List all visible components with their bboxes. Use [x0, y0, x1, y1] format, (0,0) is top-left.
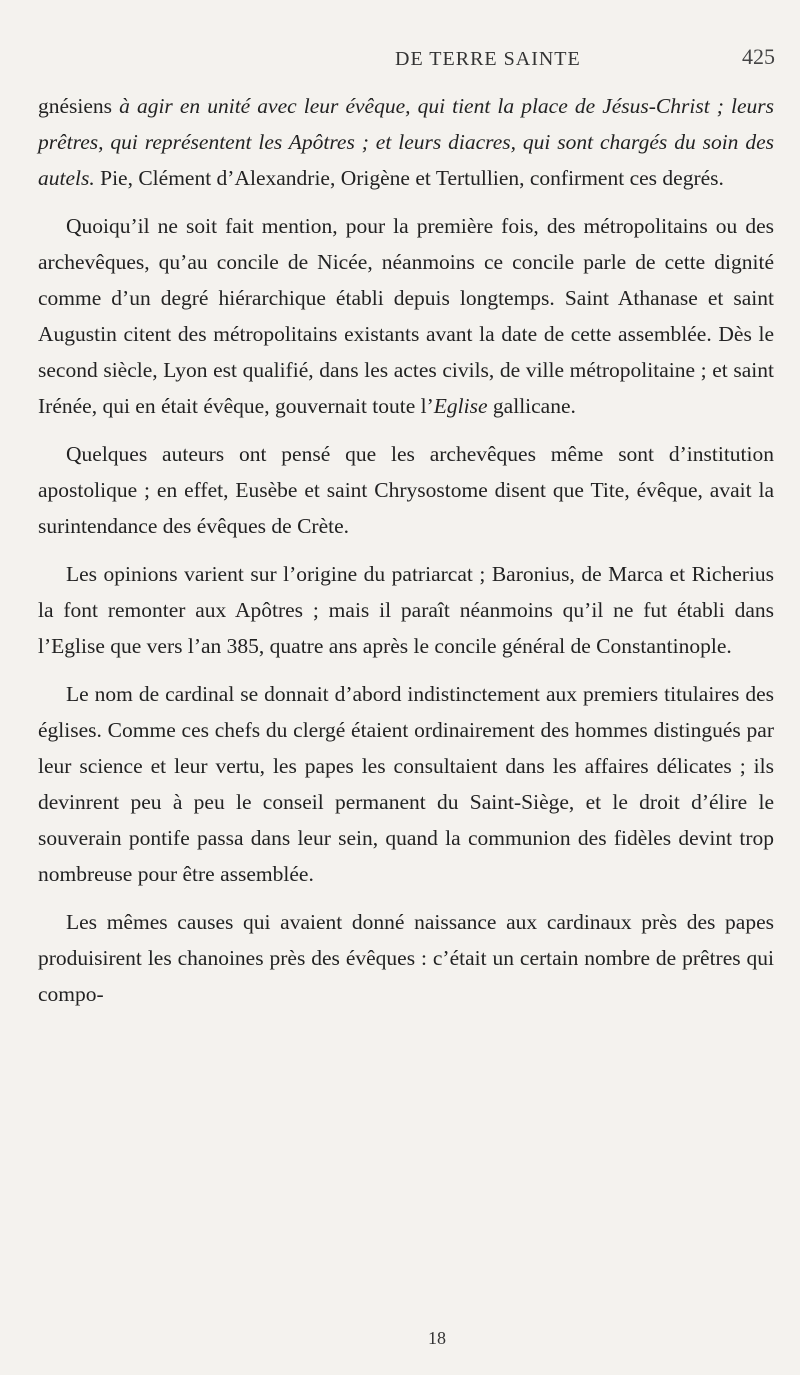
paragraph-2-seg-1: Quoiqu’il ne soit fait mention, pour la première fois, des métropolitains ou des archevêques, qu’au concile de Nicée, néanmoins ce concile parle de cette dignité comme d’un degré hiérarchique établi depuis longtemps. Saint Athanase et saint Augustin citent des métropolitains existants avant la date de cette assemblée. Dès le second siècle, Lyon est qualifié, dans les actes civils, de ville métropolitaine ; et saint Irénée, qui en était évêque, gouvernait toute l’	[38, 214, 774, 418]
paragraph-2	[38, 208, 774, 424]
signature-mark: 18	[428, 1328, 446, 1348]
paragraph-1	[38, 88, 774, 196]
page-number: 425	[742, 44, 775, 69]
paragraph-6-seg-1: Les mêmes causes qui avaient donné naissance aux cardinaux près des papes produisirent les chanoines près des évêques : c’était un certain nombre de prêtres qui compo-	[38, 910, 774, 1006]
paragraph-4-seg-1: Les opinions varient sur l’origine du patriarcat ; Baronius, de Marca et Richerius la font remonter aux Apôtres ; mais il paraît néanmoins qu’il ne fut établi dans l’Eglise que vers l’an 385, quatre ans après le concile général de Constantinople.	[38, 562, 774, 658]
paragraph-1-seg-3: Pie, Clément d’Alexandrie, Origène et Tertullien, confirment ces degrés.	[94, 166, 724, 190]
body-text	[38, 88, 774, 1012]
paragraph-3	[38, 436, 774, 544]
paragraph-3-seg-1: Quelques auteurs ont pensé que les archevêques même sont d’institution apostolique ; en effet, Eusèbe et saint Chrysostome disent que Tite, évêque, avait la surintendance des évêques de Crète.	[38, 442, 774, 538]
paragraph-1-seg-2: à agir en unité avec leur évêque, qui tient la place de Jésus-Christ ; leurs prêtres, qui représentent les Apôtres ; et leurs diacres, qui sont chargés du soin des autels.	[38, 94, 774, 190]
paragraph-6	[38, 904, 774, 1012]
paragraph-5	[38, 676, 774, 892]
paragraph-2-seg-2: Eglise	[433, 394, 488, 418]
running-title: DE TERRE SAINTE	[395, 48, 581, 70]
paragraph-2-seg-3: gallicane.	[487, 394, 576, 418]
paragraph-4	[38, 556, 774, 664]
paragraph-1-seg-1: gnésiens	[38, 94, 120, 118]
paragraph-5-seg-1: Le nom de cardinal se donnait d’abord indistinctement aux premiers titulaires des églises. Comme ces chefs du clergé étaient ordinairement des hommes distingués par leur science et leur vertu, les papes les consultaient dans les affaires délicates ; ils devinrent peu à peu le conseil permanent du Saint-Siège, et le droit d’élire le souverain pontife passa dans leur sein, quand la communion des fidèles devint trop nombreuse pour être assemblée.	[38, 682, 774, 886]
